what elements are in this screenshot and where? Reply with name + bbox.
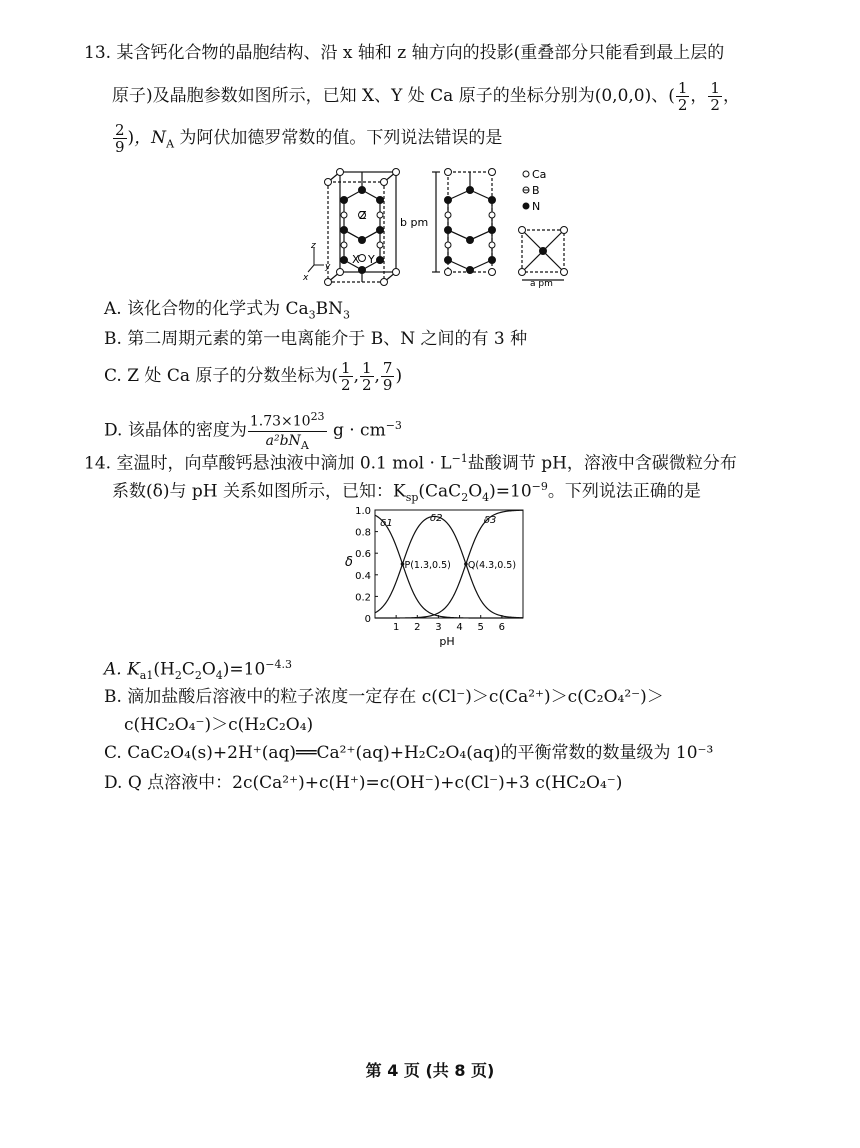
q13-option-d: D. 该晶体的密度为 $\frac{1.73\times 10^{23}}{a^2bN_A}$ $g \cdot cm^{-3}$ xyxy=(104,410,402,452)
page-footer: 第 4 页 (共 8 页) xyxy=(365,1061,495,1080)
annotation-label-1: P(1.3,0.5) xyxy=(404,560,451,571)
y-axis-label: δ xyxy=(345,555,353,570)
series-label-1: δ1 xyxy=(380,518,393,530)
q13-option-c: C. Z 处 Ca 原子的分数坐标为( $\frac{1}{2}$ , $\frac{1}{2}$ , $\frac{7}{9}$ ) xyxy=(104,359,403,394)
y-tick-label: 0.8 xyxy=(355,527,371,539)
y-tick-label: 0 xyxy=(364,614,371,625)
series-label-3: δ3 xyxy=(483,514,497,526)
axis-y-label: y xyxy=(325,262,331,272)
distribution-chart xyxy=(335,502,535,652)
q14-option-b-line1: B. 滴加盐酸后溶液中的粒子浓度一定存在 c(Cl⁻)＞c(Ca²⁺)＞c(C₂O₄²⁻)＞ xyxy=(104,687,664,707)
a-pm-label: a pm xyxy=(530,279,553,289)
q13-line2-text: 原子)及晶胞参数如图所示，已知 X、Y 处 Ca 原子的坐标分别为(0,0,0)、( xyxy=(112,86,675,106)
q14-option-a: A. $K_{a1}(H_2C_2O_4)=10^{-4.3}$ xyxy=(104,658,293,683)
x-projection xyxy=(432,172,492,272)
legend-ca: Ca xyxy=(532,168,547,181)
axis-z-label: z xyxy=(311,241,316,251)
q13-option-a: A. 该化合物的化学式为 $Ca_3BN_3$ xyxy=(104,299,351,322)
x-axis-label: pH xyxy=(439,635,455,648)
q14-option-c: C. CaC₂O₄(s)+2H⁺(aq)══Ca²⁺(aq)+H₂C₂O₄(aq)的平衡常数的数量级为 10⁻³ xyxy=(104,743,714,763)
x-tick-label: 6 xyxy=(498,622,506,633)
axis-x-label: x xyxy=(303,273,309,283)
unit-cell-atoms xyxy=(325,169,400,286)
label-z: Z xyxy=(359,209,367,222)
q14-option-b-line2: c(HC₂O₄⁻)＞c(H₂C₂O₄) xyxy=(124,715,314,735)
legend-n: N xyxy=(532,200,541,213)
label-y: Y xyxy=(368,253,375,266)
crystal-structure-figure xyxy=(300,160,590,290)
x-tick-label: 5 xyxy=(477,622,484,633)
y-tick-label: 1.0 xyxy=(355,506,371,517)
annotation-label-2: Q(4.3,0.5) xyxy=(467,560,517,571)
x-tick-label: 4 xyxy=(456,622,463,633)
x-tick-label: 3 xyxy=(435,622,442,633)
q13-line2: 原子)及晶胞参数如图所示，已知 X、Y 处 Ca 原子的坐标分别为(0,0,0)、( $\frac{1}{2}$ ， $\frac{1}{2}$ ， xyxy=(112,79,740,114)
y-tick-label: 0.6 xyxy=(355,549,371,561)
q14-option-d: D. Q 点溶液中：2c(Ca²⁺)+c(H⁺)=c(OH⁻)+c(Cl⁻)+3 c(HC₂O₄⁻) xyxy=(104,773,623,793)
q13-line1: 13. 某含钙化合物的晶胞结构、沿 x 轴和 z 轴方向的投影(重叠部分只能看到最上层的 xyxy=(84,43,725,63)
fraction: $\frac{2}{9}$ xyxy=(115,121,125,156)
q13-line3: $\frac{2}{9}$ )，$N_A$ 为阿伏加德罗常数的值。下列说法错误的是 xyxy=(115,121,503,156)
q13-option-b: B. 第二周期元素的第一电离能介于 B、N 之间的有 3 种 xyxy=(104,329,528,349)
x-tick-label: 2 xyxy=(414,622,421,633)
q14-line1: 14. 室温时，向草酸钙悬浊液中滴加 0.1 mol · $L^{-1}$盐酸调节 pH，溶液中含碳微粒分布 xyxy=(84,452,737,474)
y-tick-label: 0.2 xyxy=(355,592,371,604)
fraction: $\frac{1}{2}$ xyxy=(677,79,688,114)
legend xyxy=(523,171,529,209)
q14-line2: 系数(δ)与 pH 关系如图所示，已知：$K_{sp}(CaC_2O_4)=10^{-9}$。下列说法正确的是 xyxy=(112,480,701,505)
y-tick-label: 0.4 xyxy=(355,570,371,582)
label-x: X xyxy=(352,253,360,266)
axes-indicator xyxy=(308,248,324,272)
legend-b: B xyxy=(532,184,540,197)
series-label-2: δ2 xyxy=(429,512,443,524)
x-tick-label: 1 xyxy=(392,622,400,633)
fraction: $\frac{1}{2}$ xyxy=(710,79,720,114)
b-pm-label: b pm xyxy=(400,216,429,229)
